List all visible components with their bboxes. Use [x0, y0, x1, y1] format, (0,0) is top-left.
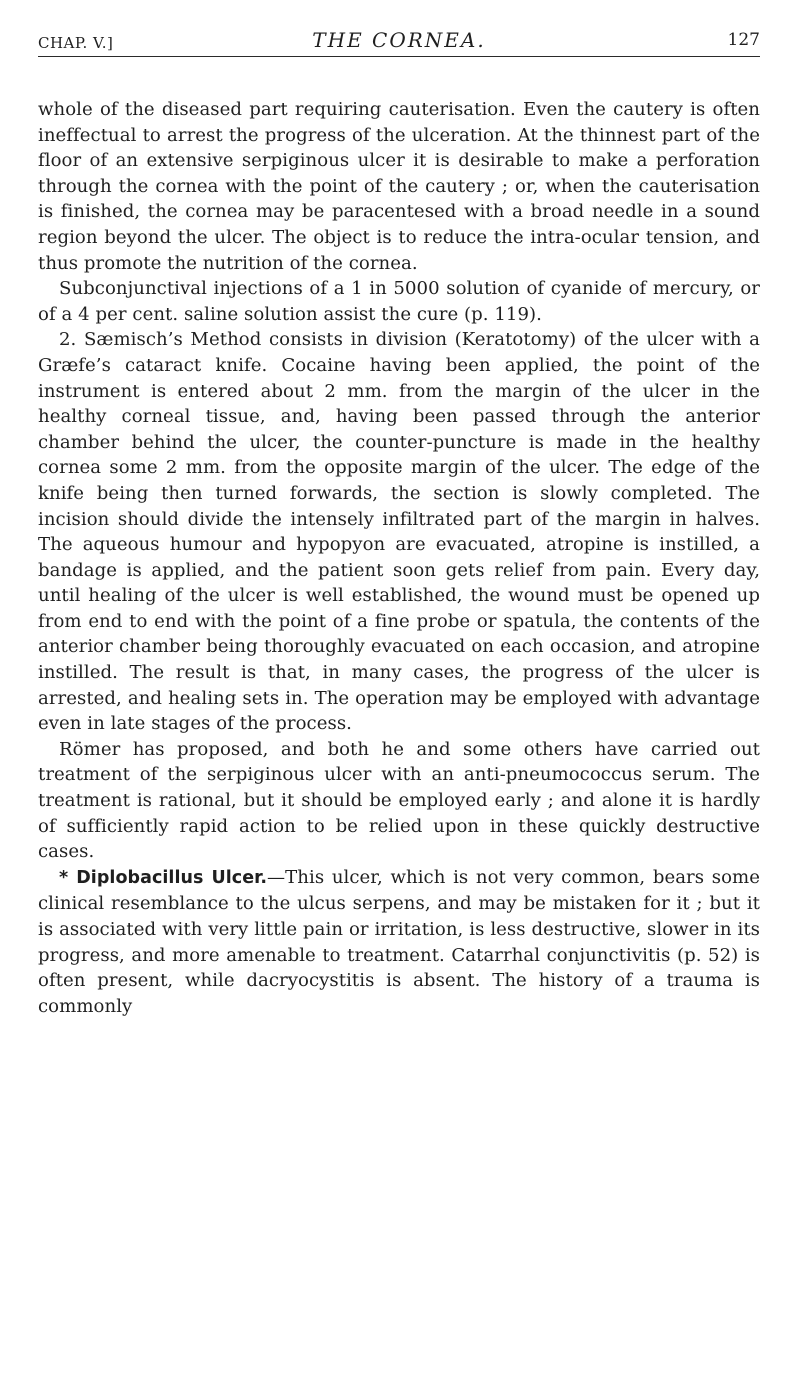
page-number: 127	[727, 30, 760, 50]
paragraph-diplobacillus-ulcer	[38, 865, 760, 1020]
diplobacillus-heading: * Diplobacillus Ulcer.	[59, 867, 268, 888]
diplobacillus-text: —This ulcer, which is not very common, bears some clinical resemblance to the ulcus serpens, and may be mistaken for it ; but it is associated with very little pain or irritation, is less destructive, slower in its progress, and more amenable to treatment. Catarrhal conjunctivitis (p. 52) is often present, while dacryocystitis is absent. The history of a trauma is commonly	[38, 866, 760, 1017]
running-title: THE CORNEA.	[312, 28, 486, 52]
book-page	[38, 22, 760, 1019]
paragraph-saemisch-method: 2. Sæmisch’s Method consists in division (Keratotomy) of the ulcer with a Græfe’s cataract knife. Cocaine having been applied, the point of the instrument is entered about 2 mm. from the margin of the ulcer in the healthy corneal tissue, and, having been passed through the anterior chamber behind the ulcer, the counter-puncture is made in the healthy cornea some 2 mm. from the opposite margin of the ulcer. The edge of the knife being then turned forwards, the section is slowly completed. The incision should divide the intensely infiltrated part of the margin in halves. The aqueous humour and hypopyon are evacuated, atropine is instilled, a bandage is applied, and the patient soon gets relief from pain. Every day, until healing of the ulcer is well established, the wound must be opened up from end to end with the point of a fine probe or spatula, the contents of the anterior chamber being thoroughly evacuated on each occasion, and atropine instilled. The result is that, in many cases, the progress of the ulcer is arrested, and healing sets in. The operation may be employed with advantage even in late stages of the process.	[38, 329, 760, 735]
paragraph-subconjunctival: Subconjunctival injections of a 1 in 5000 solution of cyanide of mercury, or of a 4 per cent. saline solution assist the cure (p. 119).	[38, 278, 760, 325]
paragraph-cautery: whole of the diseased part requiring cauterisation. Even the cautery is often ineffectual to arrest the progress of the ulceration. At the thinnest part of the floor of an extensive serpiginous ulcer it is desirable to make a perforation through the cornea with the point of the cautery ; or, when the cauterisation is finished, the cornea may be paracentesed with a broad needle in a sound region beyond the ulcer. The object is to reduce the intra-ocular tension, and thus promote the nutrition of the cornea.	[38, 99, 760, 274]
chapter-label: CHAP. V.]	[38, 34, 114, 52]
paragraph-romer-serum: Römer has proposed, and both he and some others have carried out treatment of the serpiginous ulcer with an anti-pneumococcus serum. The treatment is rational, but it should be employed early ; and alone it is hardly of sufficiently rapid action to be relied upon in these quickly destructive cases.	[38, 738, 760, 863]
running-head	[38, 22, 760, 57]
body-text	[38, 97, 760, 1019]
